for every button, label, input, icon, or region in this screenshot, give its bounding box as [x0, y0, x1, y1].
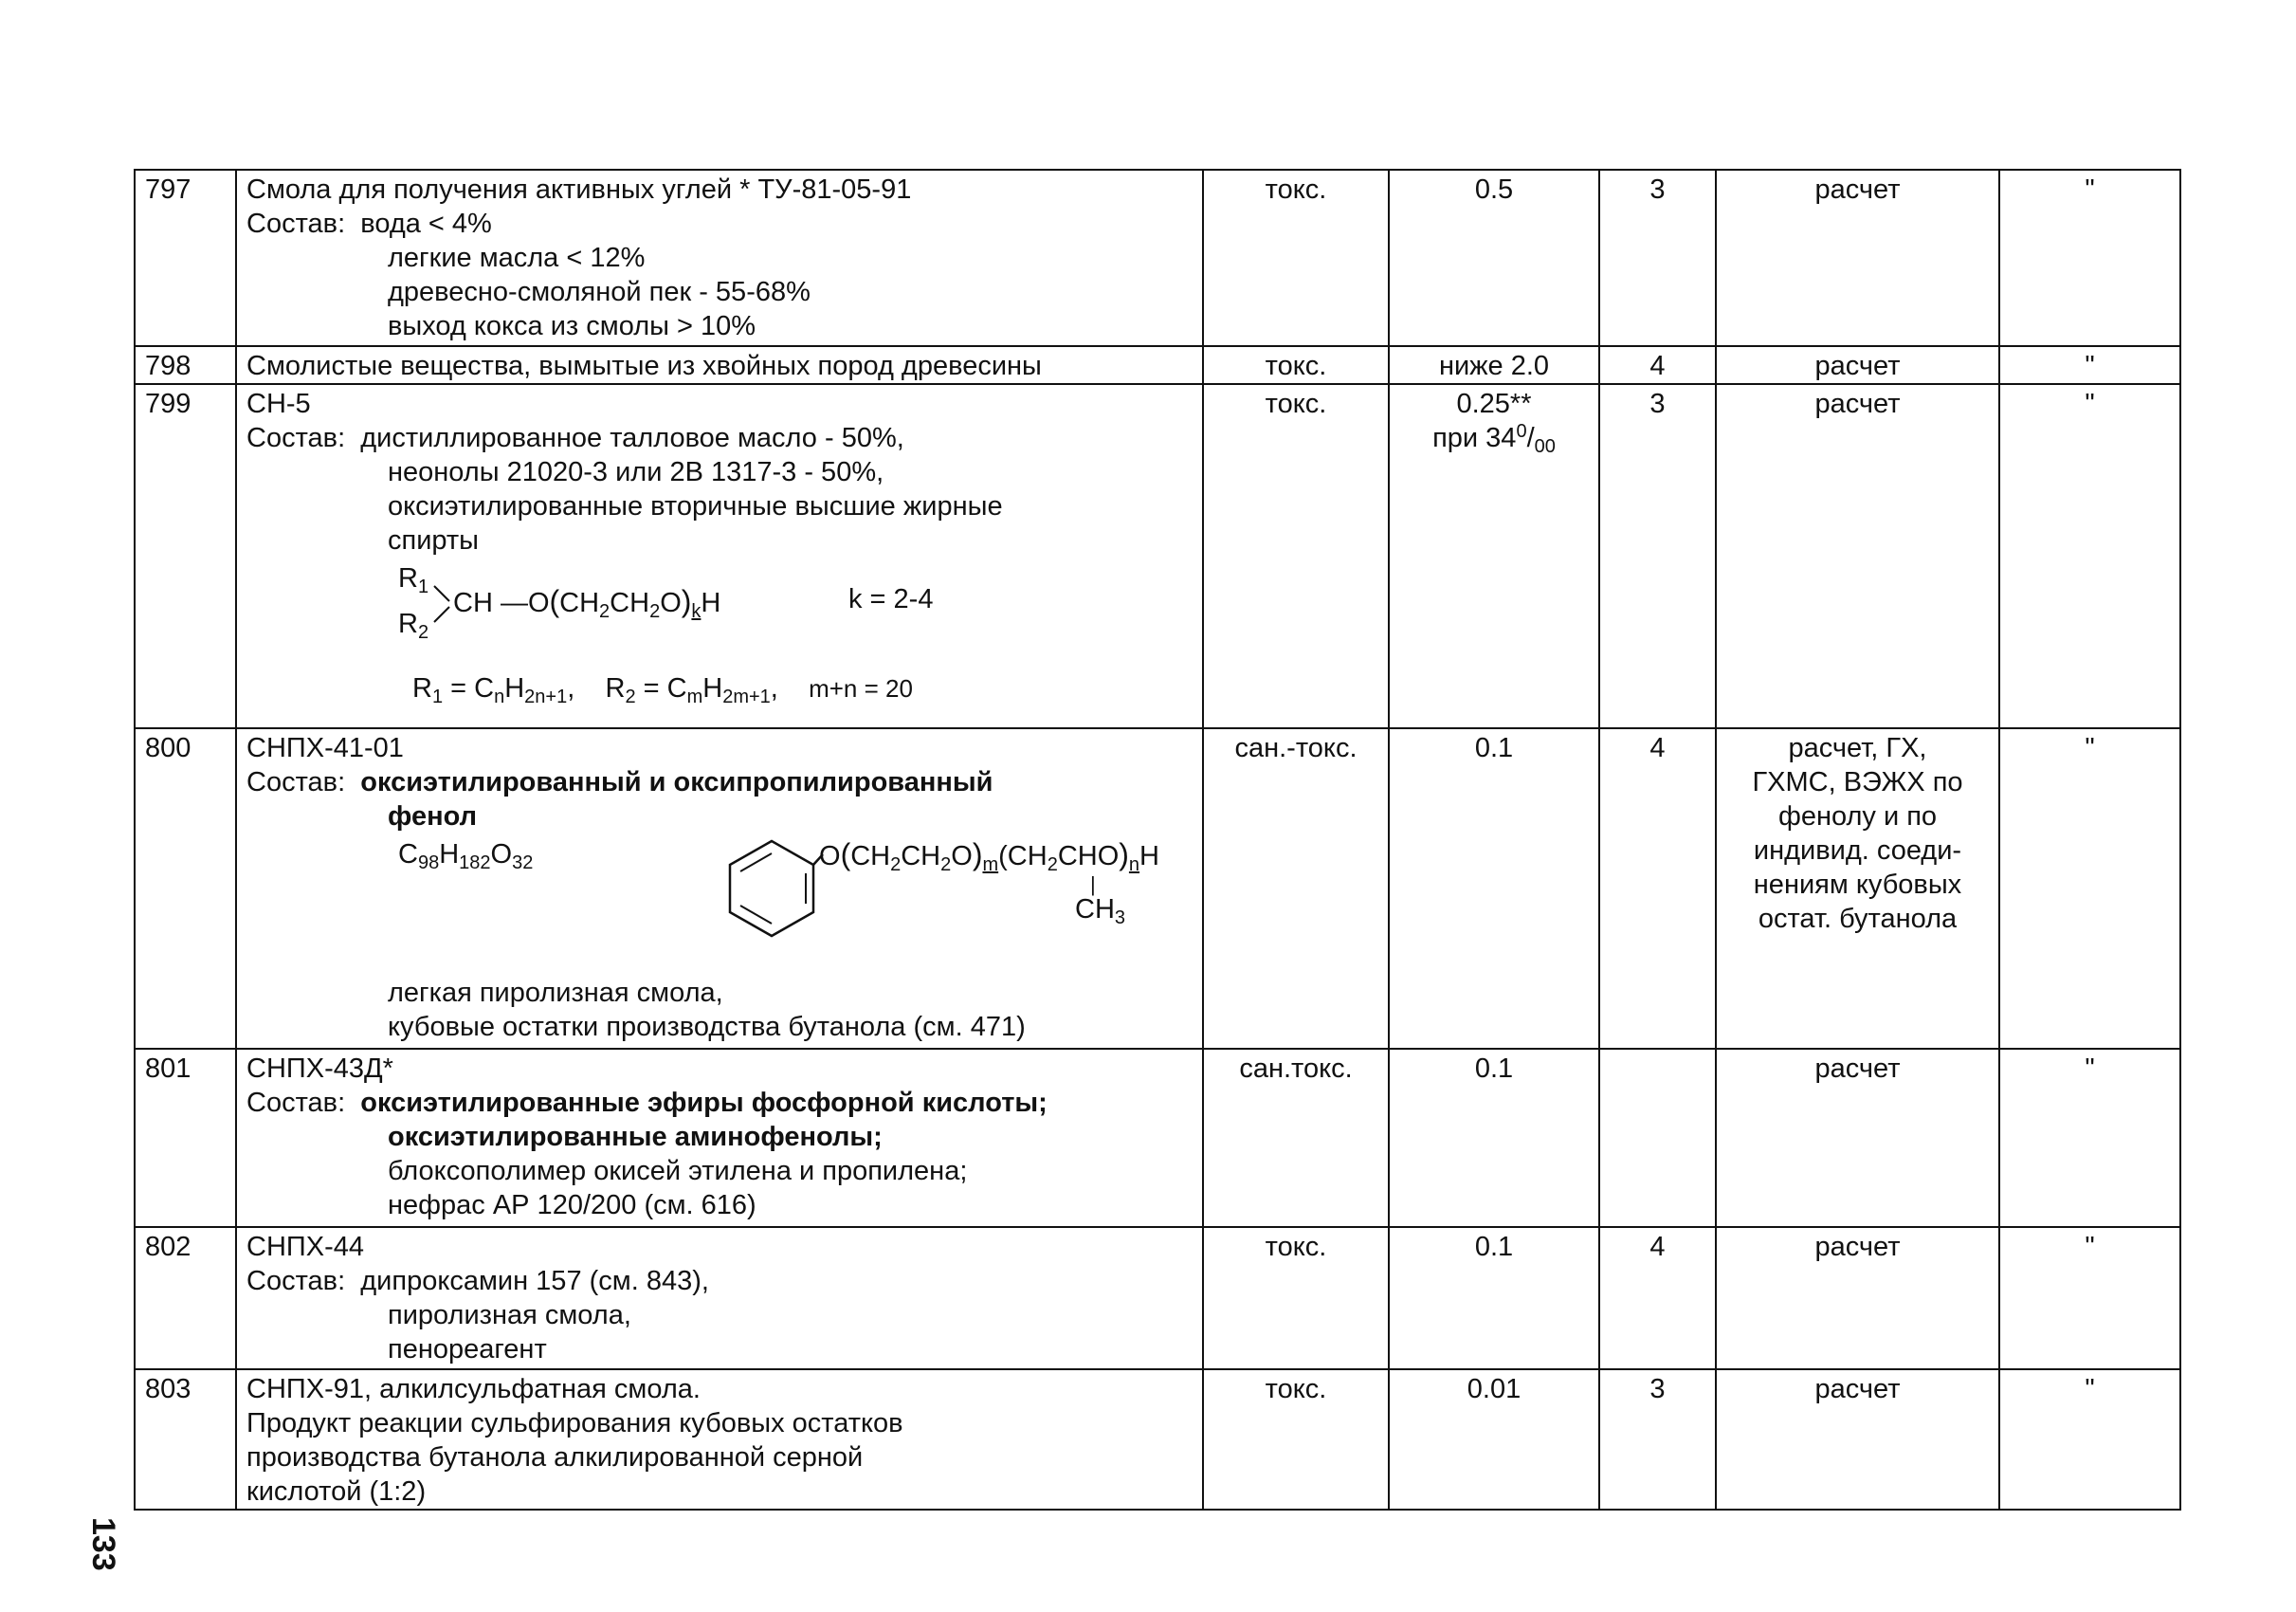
ditto-mark: " [1999, 1369, 2180, 1510]
table-row [135, 728, 2180, 1049]
limit-value: 0.1 [1389, 1049, 1599, 1227]
hazard-type: токс. [1203, 346, 1389, 384]
substance-title: Смолистые вещества, вымытые из хвойных пород древесины [246, 351, 1042, 381]
ditto-mark: " [1999, 384, 2180, 728]
limit-value: 0.1 [1389, 728, 1599, 1049]
analysis-method: расчет [1716, 346, 1999, 384]
ditto-mark: " [1999, 1227, 2180, 1369]
limit-value: ниже 2.0 [1389, 346, 1599, 384]
row-number: 803 [135, 1369, 236, 1510]
substance-description [236, 728, 1203, 1049]
hazard-class: 4 [1599, 1227, 1716, 1369]
hazard-class: 4 [1599, 728, 1716, 1049]
description-line: кислотой (1:2) [246, 1476, 427, 1507]
composition-line: Состав: вода < 4% [246, 209, 492, 239]
substance-title: СНПХ-91, алкилсульфатная смола. [246, 1374, 701, 1404]
hazard-class: 3 [1599, 170, 1716, 346]
analysis-method: расчет [1716, 170, 1999, 346]
row-number: 800 [135, 728, 236, 1049]
substance-description [236, 170, 1203, 346]
formula-k: k = 2-4 [848, 584, 934, 614]
ditto-mark: " [1999, 346, 2180, 384]
hazard-type: сан.токс. [1203, 1049, 1389, 1227]
substance-title: СН-5 [246, 389, 311, 419]
analysis-method: расчет [1716, 384, 1999, 728]
composition-line: оксиэтилированные вторичные высшие жирные [388, 491, 1003, 522]
composition-line: неонолы 21020-3 или 2В 1317-3 - 50%, [388, 457, 884, 487]
row-number: 802 [135, 1227, 236, 1369]
hazard-type: токс. [1203, 170, 1389, 346]
composition-line: пиролизная смола, [388, 1300, 631, 1330]
table-row [135, 170, 2180, 346]
row-number: 799 [135, 384, 236, 728]
chemical-structure: $C_{98}H_{182}O_{32}$ $O(CH_2CH_2O)_m(CH_2CHO)_nH$ | $CH_3$ [246, 833, 1193, 976]
composition-line: выход кокса из смолы > 10% [388, 311, 756, 341]
substance-description [236, 1227, 1203, 1369]
limit-value: 0.1 [1389, 1227, 1599, 1369]
table-row [135, 1369, 2180, 1510]
composition-line: нефрас АР 120/200 (см. 616) [388, 1190, 756, 1220]
analysis-method: расчет, ГХ, ГХМС, ВЭЖХ по фенолу и по индивид. соеди- нениям кубовых остат. бутанола [1716, 728, 1999, 1049]
hazard-class: 4 [1599, 346, 1716, 384]
composition-line: кубовые остатки производства бутанола (см. 471) [388, 1012, 1026, 1042]
composition-line: легкие масла < 12% [388, 243, 646, 273]
benzene-ring-icon [720, 833, 825, 947]
composition-line: Состав: дипроксамин 157 (см. 843), [246, 1266, 709, 1296]
composition-line: фенол [388, 801, 478, 832]
composition-line: блоксополимер окисей этилена и пропилена; [388, 1156, 968, 1186]
row-number: 801 [135, 1049, 236, 1227]
table-row [135, 346, 2180, 384]
table-row [135, 1049, 2180, 1227]
salinity-note: при $34^0/_{00}$ [1432, 421, 1556, 457]
description-line: Продукт реакции сульфирования кубовых остатков [246, 1408, 903, 1438]
analysis-method: расчет [1716, 1049, 1999, 1227]
composition-line: пенореагент [388, 1334, 547, 1365]
substance-description [236, 1049, 1203, 1227]
composition-line: Состав: оксиэтилированный и оксипропилированный [246, 767, 993, 797]
table-row [135, 1227, 2180, 1369]
composition-line: легкая пиролизная смола, [388, 978, 723, 1008]
composition-line: Состав: дистиллированное талловое масло - 50%, [246, 423, 904, 453]
composition-line: древесно-смоляной пек - 55-68% [388, 277, 811, 307]
analysis-method: расчет [1716, 1227, 1999, 1369]
limit-value: 0.25** при $34^0/_{00}$ [1389, 384, 1599, 728]
hazard-type: токс. [1203, 384, 1389, 728]
ditto-mark: " [1999, 170, 2180, 346]
substance-table [134, 169, 2181, 1511]
formula-definition: $R_1 = C_nH_{2n+1}$, $R_2 = C_mH_{2m+1}$, m+n = 20 [412, 673, 913, 707]
hazard-class: 3 [1599, 384, 1716, 728]
page-number: 133 [85, 1517, 121, 1571]
hazard-type: токс. [1203, 1227, 1389, 1369]
table-row [135, 384, 2180, 728]
row-number: 798 [135, 346, 236, 384]
description-line: производства бутанола алкилированной серной [246, 1442, 864, 1473]
hazard-class: 3 [1599, 1369, 1716, 1510]
chemical-formula: $R_1$ $R_2$ CH $—O(CH_2CH_2O)_kH$ k = 2-4 [398, 563, 934, 643]
limit-value: 0.01 [1389, 1369, 1599, 1510]
substance-title: СНПХ-44 [246, 1232, 364, 1262]
row-number: 797 [135, 170, 236, 346]
ditto-mark: " [1999, 1049, 2180, 1227]
analysis-method: расчет [1716, 1369, 1999, 1510]
composition-line: Состав: оксиэтилированные эфиры фосфорной кислоты; [246, 1088, 1048, 1118]
limit-value: 0.5 [1389, 170, 1599, 346]
substance-description [236, 346, 1203, 384]
composition-line: спирты [388, 525, 480, 556]
hazard-class [1599, 1049, 1716, 1227]
substance-description [236, 384, 1203, 728]
hazard-type: сан.-токс. [1203, 728, 1389, 1049]
composition-line: оксиэтилированные аминофенолы; [388, 1122, 883, 1152]
hazard-type: токс. [1203, 1369, 1389, 1510]
substance-title: Смола для получения активных углей * ТУ-81-05-91 [246, 174, 912, 205]
substance-description [236, 1369, 1203, 1510]
ditto-mark: " [1999, 728, 2180, 1049]
substance-title: СНПХ-41-01 [246, 733, 404, 763]
substance-title: СНПХ-43Д* [246, 1053, 393, 1084]
